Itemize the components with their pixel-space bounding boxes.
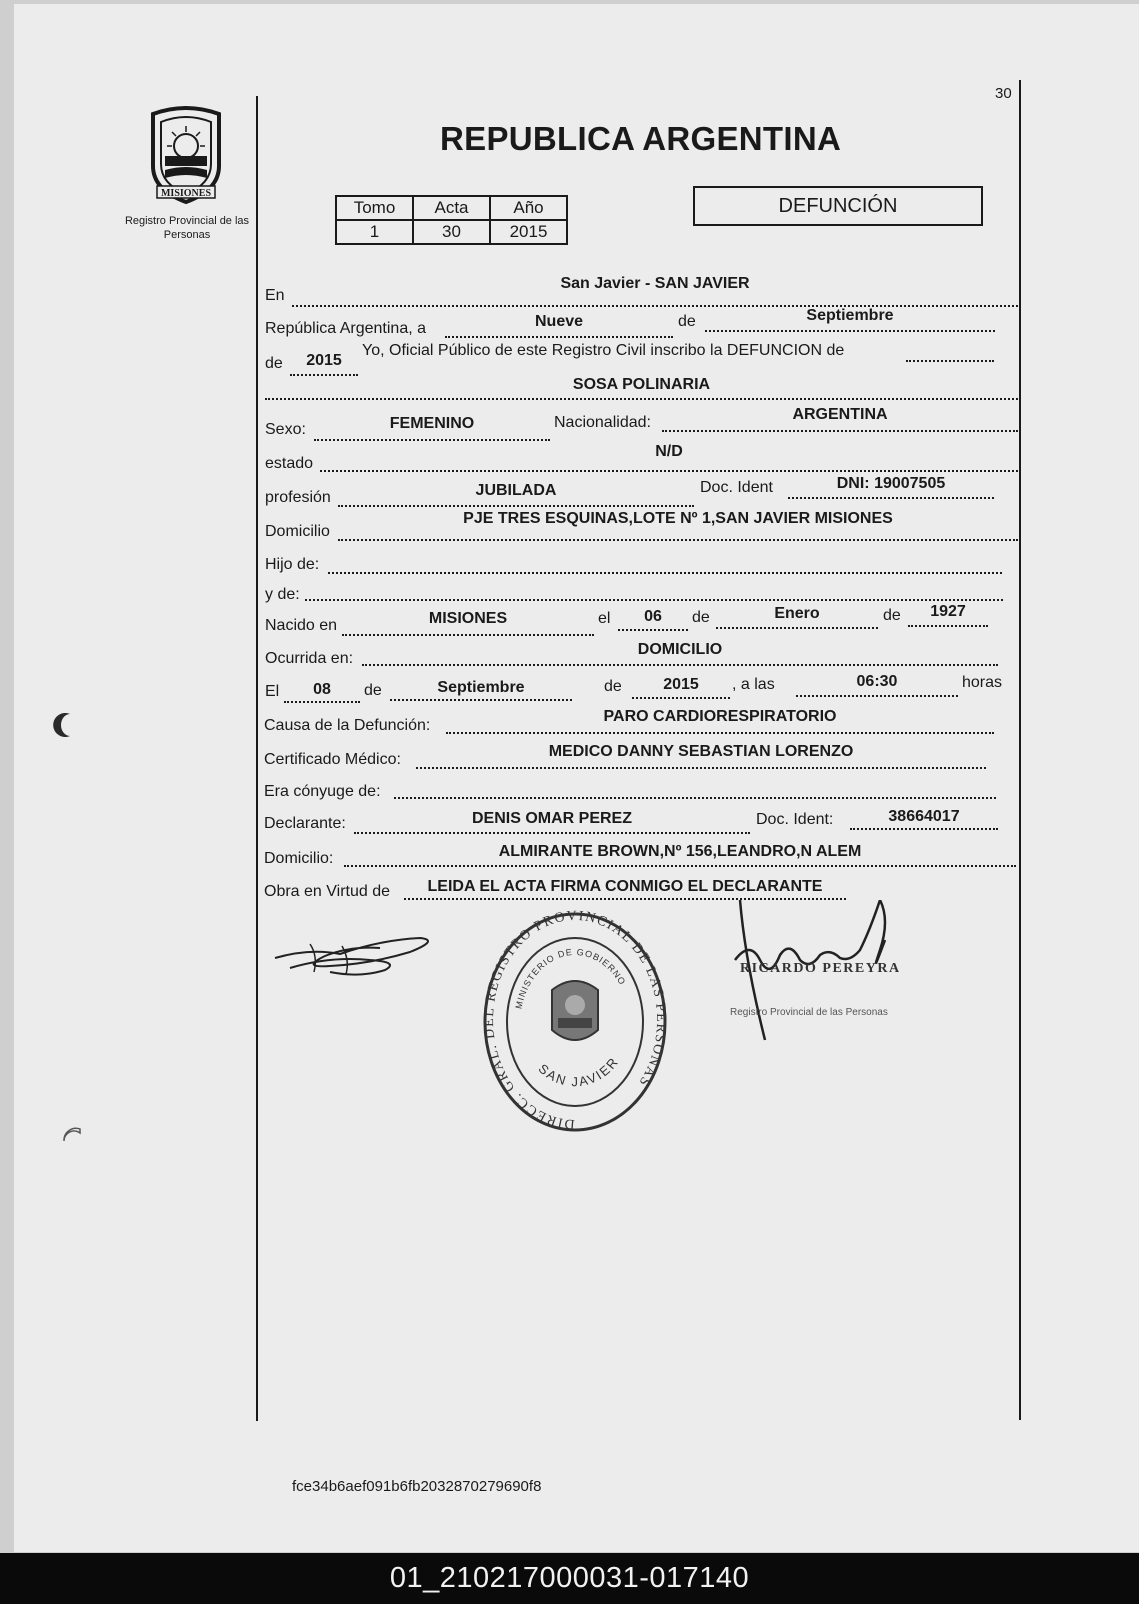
- value-causa: PARO CARDIORESPIRATORIO: [603, 708, 837, 725]
- field-line: [284, 701, 360, 703]
- label-a-las: , a las: [732, 676, 775, 693]
- field-line: [445, 336, 673, 338]
- value-nac-anio: 1927: [930, 603, 966, 620]
- record-table-header: Acta: [413, 196, 490, 220]
- value-anio: 2015: [306, 352, 342, 369]
- value-nombre: SOSA POLINARIA: [572, 376, 711, 393]
- value-def-mes: Septiembre: [437, 679, 525, 696]
- official-seal: [480, 910, 670, 1140]
- field-line: [446, 732, 994, 734]
- signature-name: RICARDO PEREYRA: [740, 961, 901, 976]
- record-table: [335, 195, 568, 245]
- field-line: [906, 360, 994, 362]
- field-line: [618, 629, 688, 631]
- field-line: [328, 572, 1002, 574]
- label-doc-ident: Doc. Ident:: [756, 811, 834, 828]
- record-table-cell: 1: [336, 220, 413, 244]
- label-el: El: [265, 683, 280, 700]
- label-obra: Obra en Virtud de: [264, 883, 391, 900]
- label-republica: República Argentina, a: [265, 320, 426, 337]
- label-conyuge: Era cónyuge de:: [264, 783, 381, 800]
- field-line: [342, 634, 594, 636]
- value-doc-ident: DNI: 19007505: [836, 475, 946, 492]
- field-line: [632, 697, 730, 699]
- declarant-signature: [270, 926, 440, 986]
- footer-id: 01_210217000031-017140: [389, 1562, 750, 1594]
- label-nacido-en: Nacido en: [265, 617, 338, 634]
- value-def-anio: 2015: [663, 676, 699, 693]
- value-def-dia: 08: [313, 681, 331, 698]
- value-lugar: San Javier - SAN JAVIER: [560, 275, 750, 292]
- seal-inner-text: MINISTERIO DE GOBIERNO: [513, 946, 628, 1010]
- field-line: [716, 627, 878, 629]
- value-dia: Nueve: [534, 313, 584, 330]
- field-line: [354, 832, 750, 834]
- field-line: [394, 797, 996, 799]
- value-obra: LEIDA EL ACTA FIRMA CONMIGO EL DECLARANTE: [427, 878, 823, 895]
- value-nacionalidad: ARGENTINA: [792, 406, 888, 423]
- value-nacido-en: MISIONES: [428, 610, 508, 627]
- record-type-box: DEFUNCIÓN: [693, 186, 983, 226]
- seal-bottom-text: SAN JAVIER: [535, 1053, 622, 1090]
- value-mes: Septiembre: [806, 307, 894, 324]
- value-def-hora: 06:30: [856, 673, 898, 690]
- field-line: [662, 430, 1018, 432]
- label-ocurrida-en: Ocurrida en:: [265, 650, 354, 667]
- label-el: el: [598, 610, 611, 627]
- label-nacionalidad: Nacionalidad:: [554, 414, 651, 431]
- label-estado: estado: [265, 455, 314, 472]
- field-line: [265, 398, 1018, 400]
- svg-text:SAN JAVIER: [536, 1054, 622, 1090]
- field-line: [705, 330, 995, 332]
- document-title: REPUBLICA ARGENTINA: [440, 120, 842, 157]
- binder-hole-icon: [58, 1125, 88, 1155]
- label-domicilio: Domicilio:: [264, 850, 334, 867]
- label-doc-ident: Doc. Ident: [700, 479, 773, 496]
- field-line: [320, 470, 1018, 472]
- label-de: de: [604, 678, 622, 695]
- label-de: de: [364, 682, 382, 699]
- value-profesion: JUBILADA: [475, 482, 557, 499]
- label-en: En: [265, 287, 285, 304]
- value-declarante-doc: 38664017: [888, 808, 960, 825]
- value-certificado: MEDICO DANNY SEBASTIAN LORENZO: [548, 743, 854, 760]
- field-line: [850, 828, 998, 830]
- value-domicilio: PJE TRES ESQUINAS,LOTE Nº 1,SAN JAVIER MISIONES: [463, 510, 893, 527]
- value-declarante-domicilio: ALMIRANTE BROWN,Nº 156,LEANDRO,N ALEM: [498, 843, 862, 860]
- value-declarante: DENIS OMAR PEREZ: [471, 810, 632, 827]
- value-sexo: FEMENINO: [389, 415, 475, 432]
- label-de: de: [265, 355, 283, 372]
- label-horas: horas: [962, 674, 1003, 691]
- intro-text: Yo, Oficial Público de este Registro Civil inscribo la DEFUNCION de: [362, 342, 845, 359]
- label-de: de: [692, 609, 710, 626]
- record-table-header: Año: [490, 196, 567, 220]
- label-certificado: Certificado Médico:: [264, 751, 401, 768]
- seal-outer-text: DIRECC. GRAL. DEL REGISTRO PROVINCIAL DE LAS PERSONAS: [481, 910, 669, 1132]
- label-causa: Causa de la Defunción:: [264, 717, 431, 734]
- field-line: [344, 865, 1016, 867]
- record-table-cell: 30: [413, 220, 490, 244]
- value-nac-dia: 06: [644, 608, 662, 625]
- value-nac-mes: Enero: [774, 605, 820, 622]
- label-profesion: profesión: [265, 489, 331, 506]
- field-line: [416, 767, 986, 769]
- official-signature: [730, 900, 960, 1050]
- left-margin-rule: [256, 96, 258, 1421]
- value-ocurrida-en: DOMICILIO: [637, 641, 723, 658]
- misiones-coat-of-arms-icon: [143, 106, 229, 206]
- field-line: [314, 439, 550, 441]
- label-de: de: [678, 313, 696, 330]
- record-table-cell: 2015: [490, 220, 567, 244]
- binder-hole-icon: [48, 710, 78, 740]
- field-line: [338, 505, 694, 507]
- record-table-header: Tomo: [336, 196, 413, 220]
- label-sexo: Sexo:: [265, 421, 306, 438]
- field-line: [788, 497, 994, 499]
- page-number: 30: [995, 85, 1012, 102]
- field-line: [908, 625, 988, 627]
- field-line: [796, 695, 958, 697]
- document-hash: fce34b6aef091b6fb2032870279690f8: [292, 1478, 542, 1495]
- field-line: [338, 539, 1018, 541]
- signature-title: Registro Provincial de las Personas: [730, 1007, 888, 1018]
- label-hijo-de: Hijo de:: [265, 556, 320, 573]
- label-domicilio: Domicilio: [265, 523, 330, 540]
- label-y-de: y de:: [265, 586, 300, 603]
- registry-label: Registro Provincial de las Personas: [124, 215, 250, 241]
- field-line: [305, 599, 1003, 601]
- label-de: de: [883, 607, 901, 624]
- value-estado: N/D: [655, 443, 683, 460]
- svg-text:MISIONES: MISIONES: [160, 188, 212, 199]
- field-line: [362, 664, 998, 666]
- right-margin-rule: [1019, 80, 1021, 1420]
- label-declarante: Declarante:: [264, 815, 346, 832]
- field-line: [390, 699, 572, 701]
